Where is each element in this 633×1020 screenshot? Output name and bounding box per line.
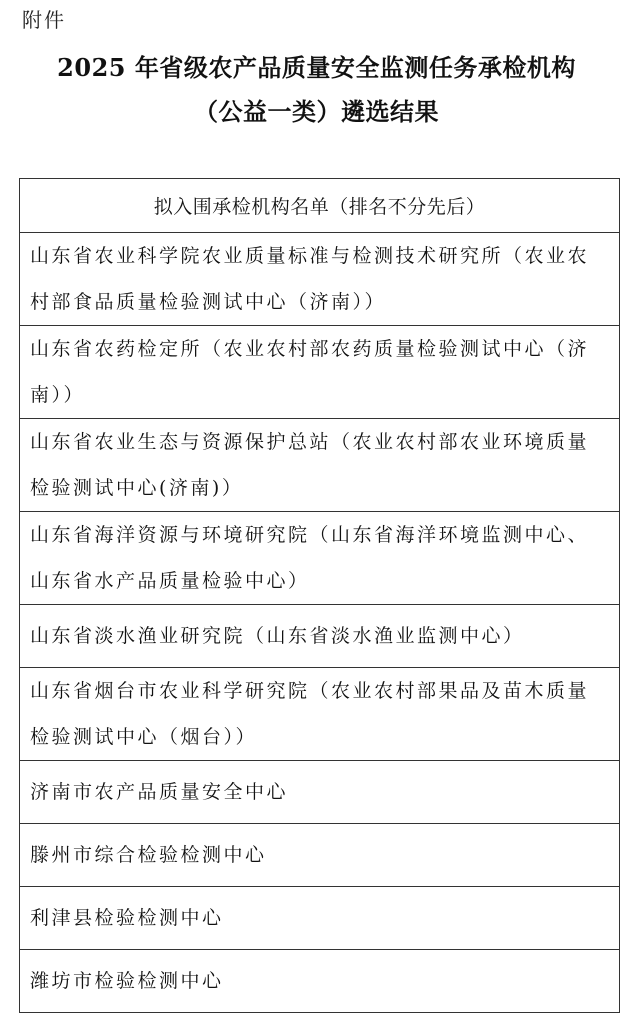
institution-table — [19, 178, 620, 1013]
document-title-line-1: 2025 年省级农产品质量安全监测任务承检机构 — [57, 53, 576, 82]
institution-name-cell: 济南市农产品质量安全中心 — [20, 761, 620, 824]
table-row — [20, 419, 620, 512]
table-row — [20, 605, 620, 668]
institution-name-cell: 山东省农业生态与资源保护总站（农业农村部农业环境质量检验测试中心(济南)） — [20, 419, 620, 512]
table-row — [20, 326, 620, 419]
table-row — [20, 950, 620, 1013]
table-row — [20, 887, 620, 950]
institution-name-cell: 山东省农业科学院农业质量标准与检测技术研究所（农业农村部食品质量检验测试中心（济南）） — [20, 233, 620, 326]
institution-name-cell: 潍坊市检验检测中心 — [20, 950, 620, 1013]
institution-name-cell: 山东省淡水渔业研究院（山东省淡水渔业监测中心） — [20, 605, 620, 668]
document-title-line-2: （公益一类）遴选结果 — [194, 97, 439, 126]
table-row — [20, 824, 620, 887]
table-row — [20, 233, 620, 326]
table-row — [20, 512, 620, 605]
institution-name-cell: 滕州市综合检验检测中心 — [20, 824, 620, 887]
institution-name-cell: 山东省烟台市农业科学研究院（农业农村部果品及苗木质量检验测试中心（烟台）） — [20, 668, 620, 761]
table-row — [20, 668, 620, 761]
institution-name-cell: 利津县检验检测中心 — [20, 887, 620, 950]
institution-name-cell: 山东省海洋资源与环境研究院（山东省海洋环境监测中心、山东省水产品质量检验中心） — [20, 512, 620, 605]
table-row — [20, 761, 620, 824]
table-header: 拟入围承检机构名单（排名不分先后） — [20, 179, 620, 233]
institution-name-cell: 山东省农药检定所（农业农村部农药质量检验测试中心（济南）） — [20, 326, 620, 419]
table-header-row — [20, 179, 620, 233]
attachment-label: 附件 — [22, 8, 66, 32]
